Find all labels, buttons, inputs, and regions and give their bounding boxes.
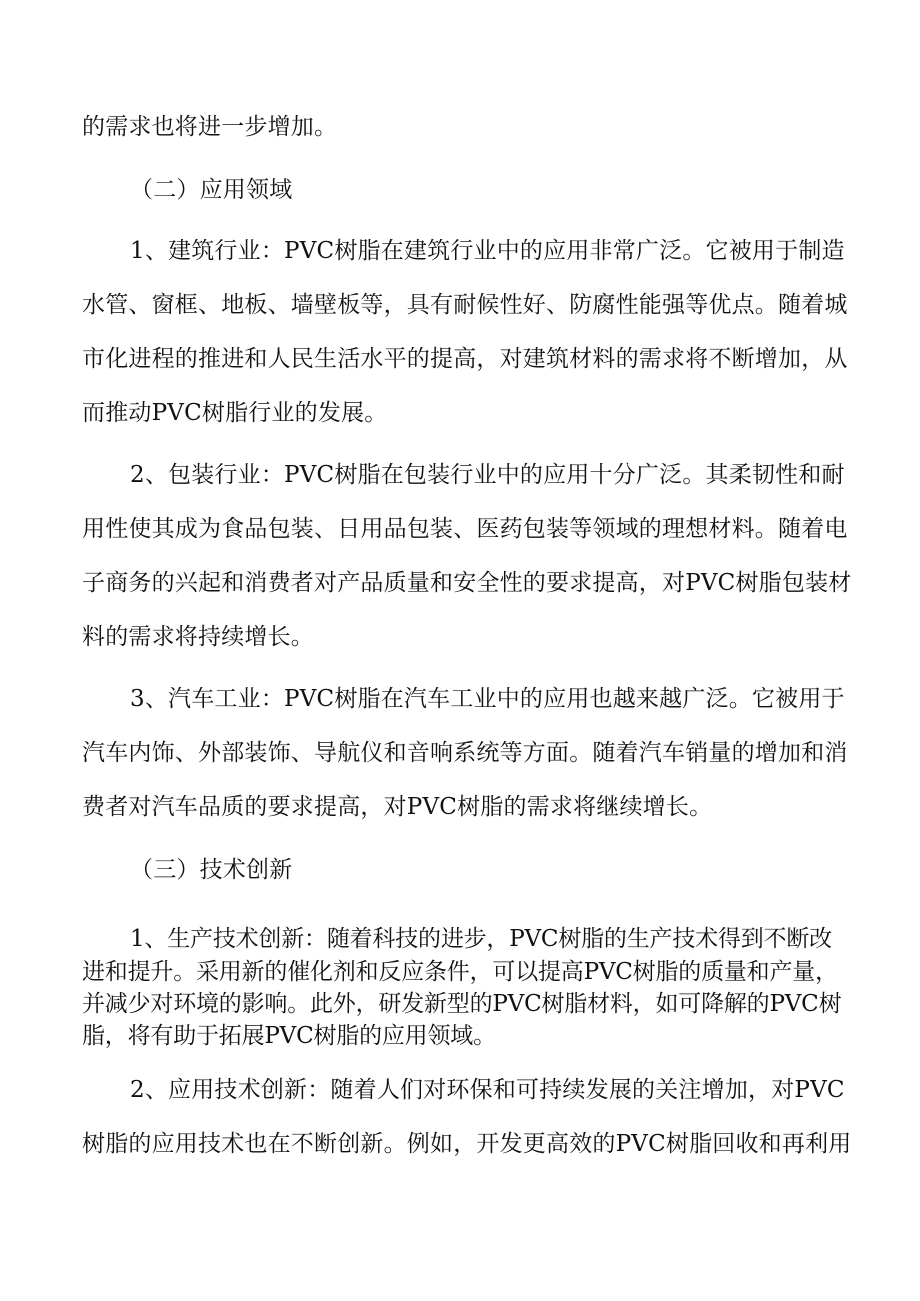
section-heading: （二）应用领域 — [130, 177, 293, 203]
paragraph-line: 1、生产技术创新：随着科技的进步，PVC树脂的生产技术得到不断改 — [130, 926, 832, 952]
paragraph-line: 用性使其成为食品包装、日用品包装、医药包装等领域的理想材料。随着电 — [82, 516, 848, 542]
paragraph-line: 进和提升。采用新的催化剂和反应条件，可以提高PVC树脂的质量和产量， — [82, 959, 838, 985]
paragraph-line: 并减少对环境的影响。此外，研发新型的PVC树脂材料，如可降解的PVC树 — [82, 991, 842, 1017]
paragraph-line: 费者对汽车品质的要求提高，对PVC树脂的需求将继续增长。 — [82, 794, 713, 820]
paragraph-line: 的需求也将进一步增加。 — [82, 114, 338, 140]
paragraph-line: 2、包装行业：PVC树脂在包装行业中的应用十分广泛。其柔韧性和耐 — [130, 462, 845, 488]
paragraph-line: 而推动PVC树脂行业的发展。 — [82, 400, 388, 426]
paragraph-line: 市化进程的推进和人民生活水平的提高，对建筑材料的需求将不断增加，从 — [82, 346, 848, 372]
paragraph-line: 脂，将有助于拓展PVC树脂的应用领域。 — [82, 1023, 496, 1049]
paragraph-line: 汽车内饰、外部装饰、导航仪和音响系统等方面。随着汽车销量的增加和消 — [82, 740, 848, 766]
paragraph-line: 2、应用技术创新：随着人们对环保和可持续发展的关注增加，对PVC — [130, 1077, 845, 1103]
paragraph-line: 水管、窗框、地板、墙壁板等，具有耐候性好、防腐性能强等优点。随着城 — [82, 292, 848, 318]
paragraph-line: 树脂的应用技术也在不断创新。例如，开发更高效的PVC树脂回收和再利用 — [82, 1131, 852, 1157]
paragraph-line: 3、汽车工业：PVC树脂在汽车工业中的应用也越来越广泛。它被用于 — [130, 686, 845, 712]
paragraph-line: 子商务的兴起和消费者对产品质量和安全性的要求提高，对PVC树脂包装材 — [82, 570, 852, 596]
paragraph-line: 1、建筑行业：PVC树脂在建筑行业中的应用非常广泛。它被用于制造 — [130, 238, 845, 264]
section-heading: （三）技术创新 — [130, 857, 293, 883]
paragraph-line: 料的需求将持续增长。 — [82, 624, 314, 650]
